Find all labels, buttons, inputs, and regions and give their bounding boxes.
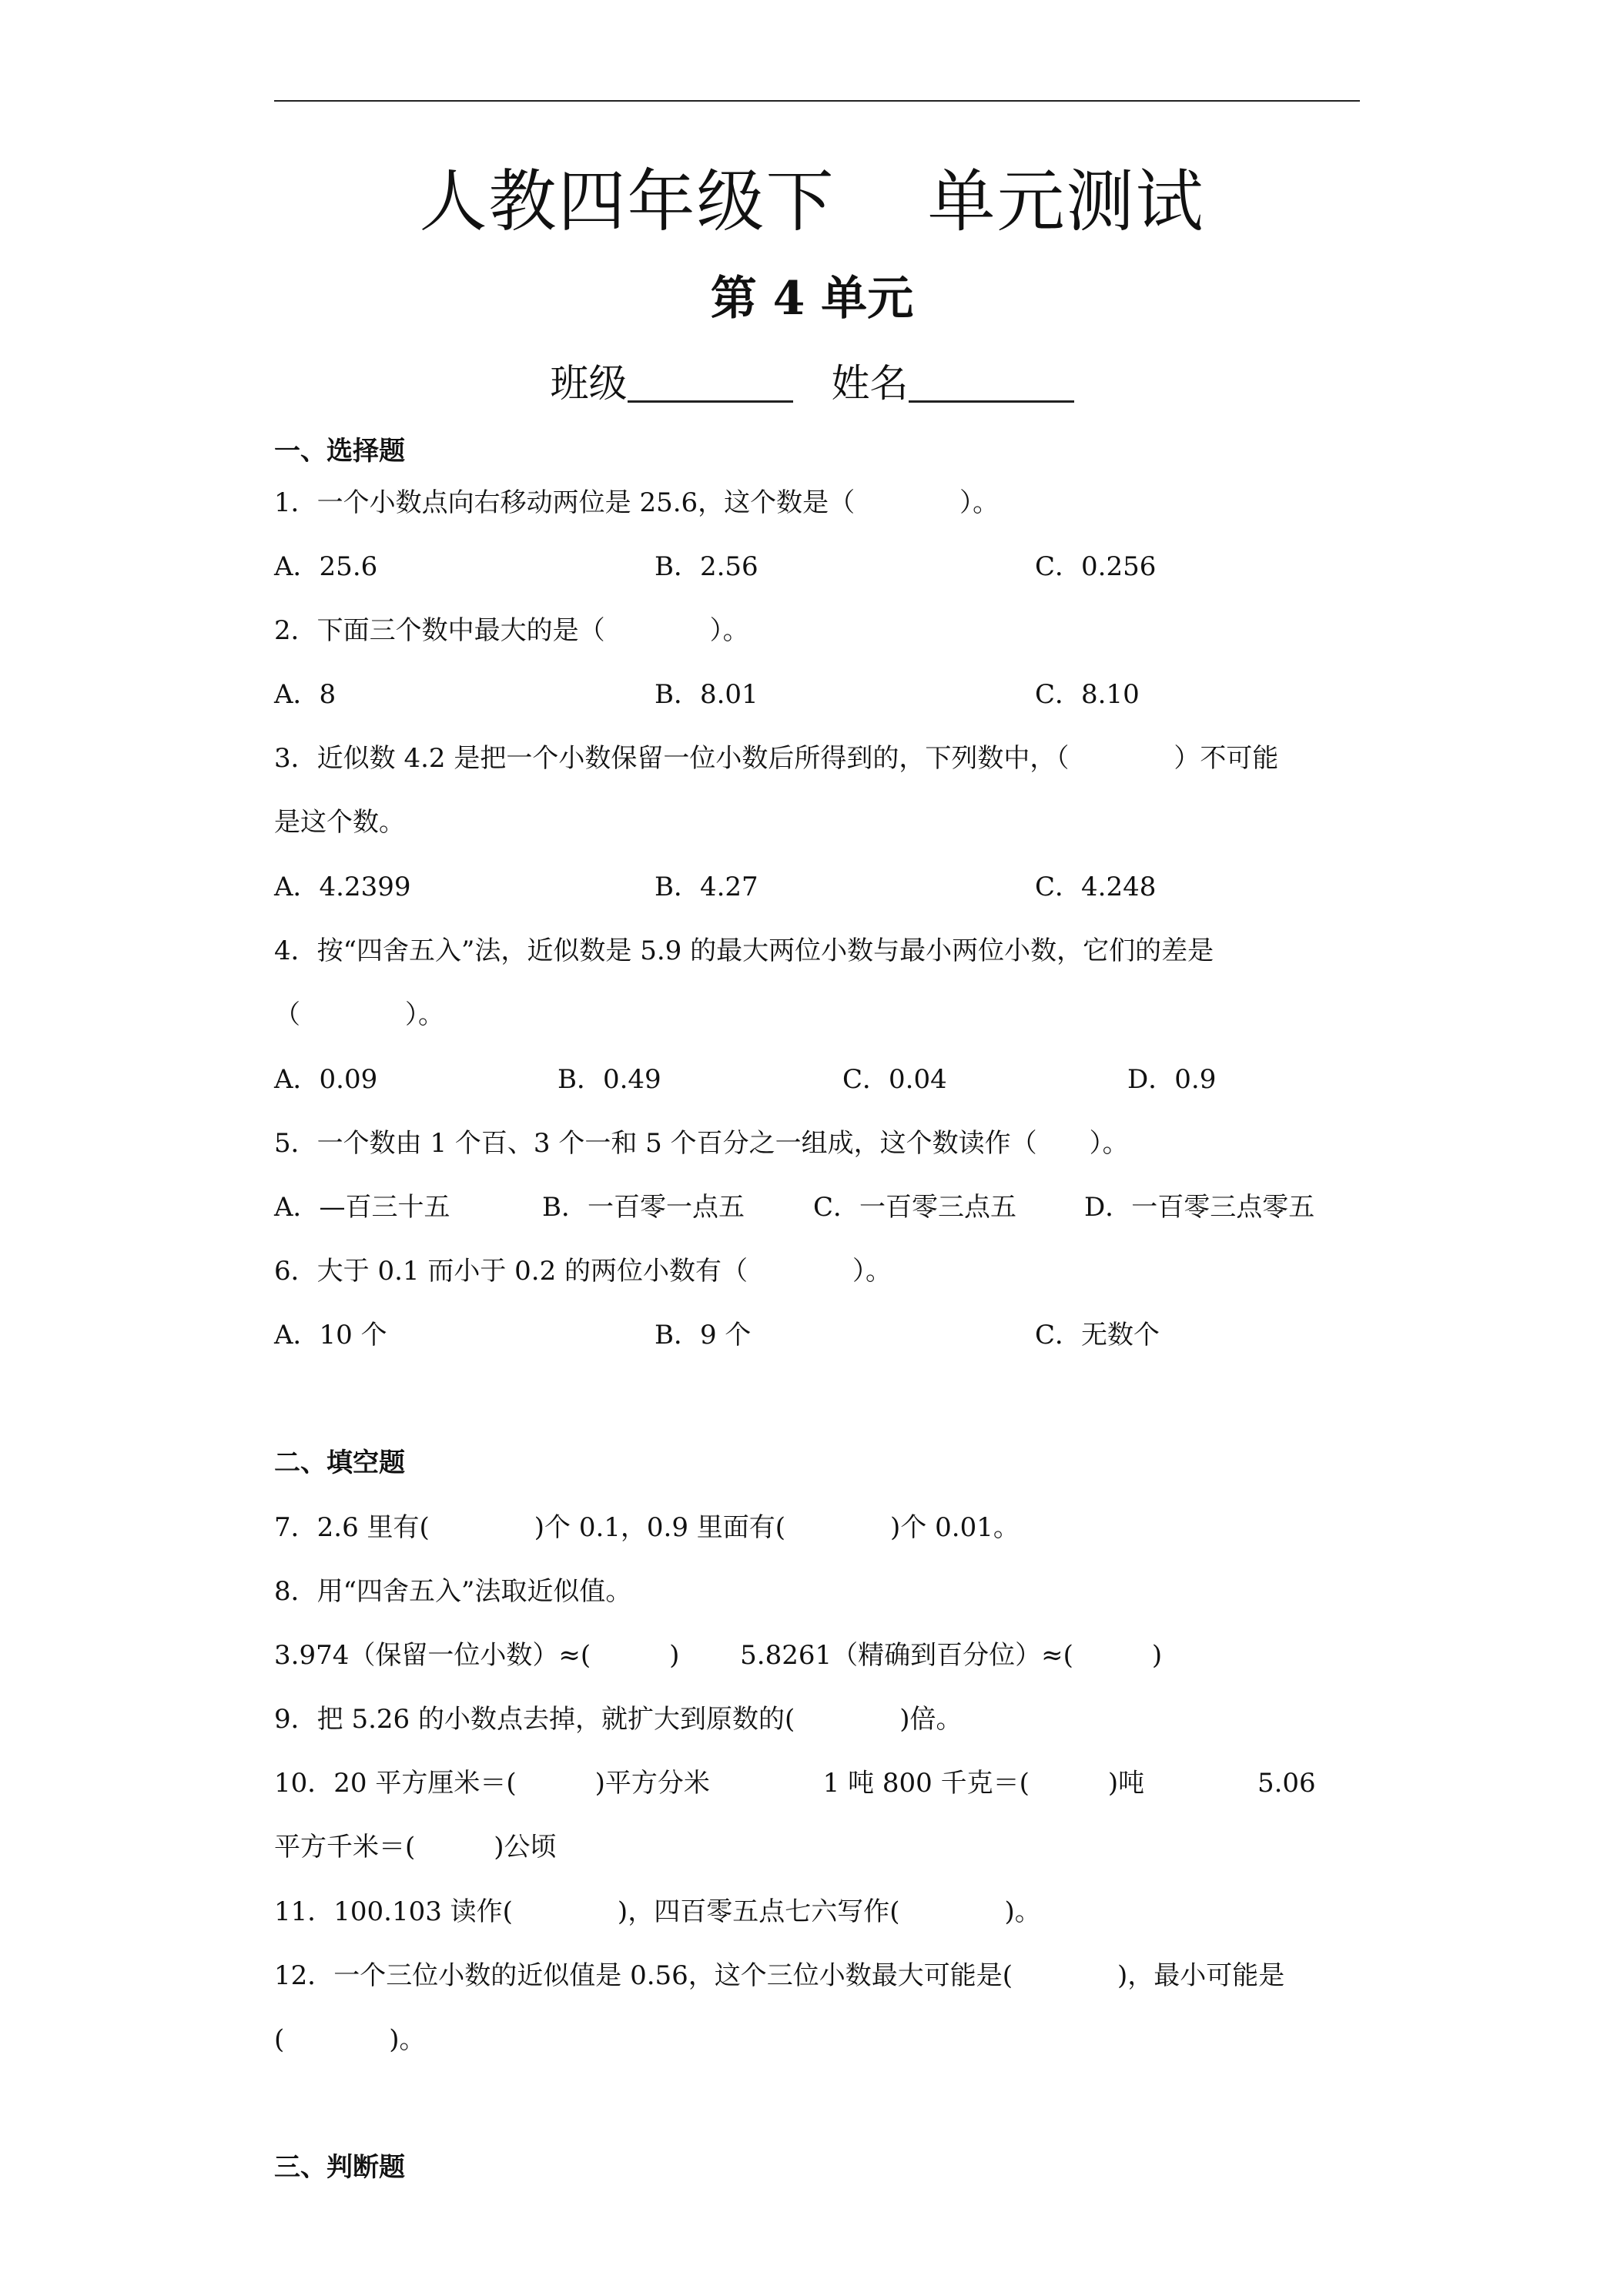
q3-option-b: B．4.27 bbox=[655, 872, 758, 902]
q5-option-a: A．—百三十五 bbox=[274, 1192, 450, 1223]
q4-option-b: B．0.49 bbox=[558, 1064, 661, 1095]
question-4-line-1: 4．按“四舍五入”法，近似数是 5.9 的最大两位小数与最小两位小数，它们的差是 bbox=[274, 935, 1214, 966]
question-3-line-1: 3．近似数 4.2 是把一个小数保留一位小数后所得到的，下列数中，（ ）不可能 bbox=[274, 743, 1279, 774]
question-1: 1．一个小数点向右移动两位是 25.6，这个数是（ ）。 bbox=[274, 487, 1000, 518]
q2-option-a: A．8 bbox=[274, 679, 337, 710]
q4-option-d: D．0.9 bbox=[1127, 1064, 1217, 1095]
unit-subtitle: 第 4 单元 bbox=[710, 272, 914, 326]
q3-option-a: A．4.2399 bbox=[274, 872, 411, 902]
q4-option-a: A．0.09 bbox=[274, 1064, 378, 1095]
q6-option-b: B．9 个 bbox=[655, 1320, 752, 1350]
question-12-line-2: ( )。 bbox=[274, 2024, 426, 2055]
section-judge-heading: 三、判断题 bbox=[274, 2152, 405, 2183]
q6-option-a: A．10 个 bbox=[274, 1320, 387, 1350]
question-5: 5．一个数由 1 个百、3 个一和 5 个百分之一组成，这个数读作（ ）。 bbox=[274, 1128, 1129, 1159]
question-4-line-2: （ ）。 bbox=[274, 999, 444, 1030]
question-10-line-1: 10．20 平方厘米＝( )平方分米 1 吨 800 千克＝( )吨 5.06 bbox=[274, 1768, 1316, 1799]
q2-option-c: C．8.10 bbox=[1035, 679, 1140, 710]
q1-option-a: A．25.6 bbox=[274, 551, 378, 582]
section-fill-heading: 二、填空题 bbox=[274, 1448, 405, 1478]
q2-option-b: B．8.01 bbox=[655, 679, 758, 710]
question-8-sub: 3.974（保留一位小数）≈( ) 5.8261（精确到百分位）≈( ) bbox=[274, 1640, 1163, 1671]
class-blank[interactable] bbox=[628, 362, 793, 403]
page-title: 人教四年级下 单元测试 bbox=[419, 162, 1205, 241]
question-3-line-2: 是这个数。 bbox=[274, 807, 405, 838]
q1-option-c: C．0.256 bbox=[1035, 551, 1157, 582]
question-7: 7．2.6 里有( )个 0.1，0.9 里面有( )个 0.01。 bbox=[274, 1512, 1020, 1543]
q1-option-b: B．2.56 bbox=[655, 551, 758, 582]
question-6: 6．大于 0.1 而小于 0.2 的两位小数有（ ）。 bbox=[274, 1256, 892, 1287]
name-blank[interactable] bbox=[909, 362, 1074, 403]
question-10-line-2: 平方千米＝( )公顷 bbox=[274, 1832, 557, 1863]
question-8: 8．用“四舍五入”法取近似值。 bbox=[274, 1576, 632, 1607]
section-choice-heading: 一、选择题 bbox=[274, 436, 405, 467]
question-12-line-1: 12．一个三位小数的近似值是 0.56，这个三位小数最大可能是( )，最小可能是 bbox=[274, 1960, 1285, 1991]
name-label: 姓名 bbox=[831, 361, 909, 406]
q4-option-c: C．0.04 bbox=[842, 1064, 947, 1095]
question-2: 2．下面三个数中最大的是（ ）。 bbox=[274, 615, 749, 646]
q5-option-c: C．一百零三点五 bbox=[813, 1192, 1017, 1223]
question-11: 11．100.103 读作( )，四百零五点七六写作( )。 bbox=[274, 1896, 1041, 1927]
q5-option-d: D．一百零三点零五 bbox=[1084, 1192, 1315, 1223]
student-info-line bbox=[0, 353, 1624, 408]
header-rule bbox=[274, 100, 1360, 102]
q5-option-b: B．一百零一点五 bbox=[542, 1192, 745, 1223]
class-label: 班级 bbox=[550, 361, 628, 406]
question-9: 9．把 5.26 的小数点去掉，就扩大到原数的( )倍。 bbox=[274, 1704, 963, 1735]
q3-option-c: C．4.248 bbox=[1035, 872, 1157, 902]
q6-option-c: C．无数个 bbox=[1035, 1320, 1160, 1350]
